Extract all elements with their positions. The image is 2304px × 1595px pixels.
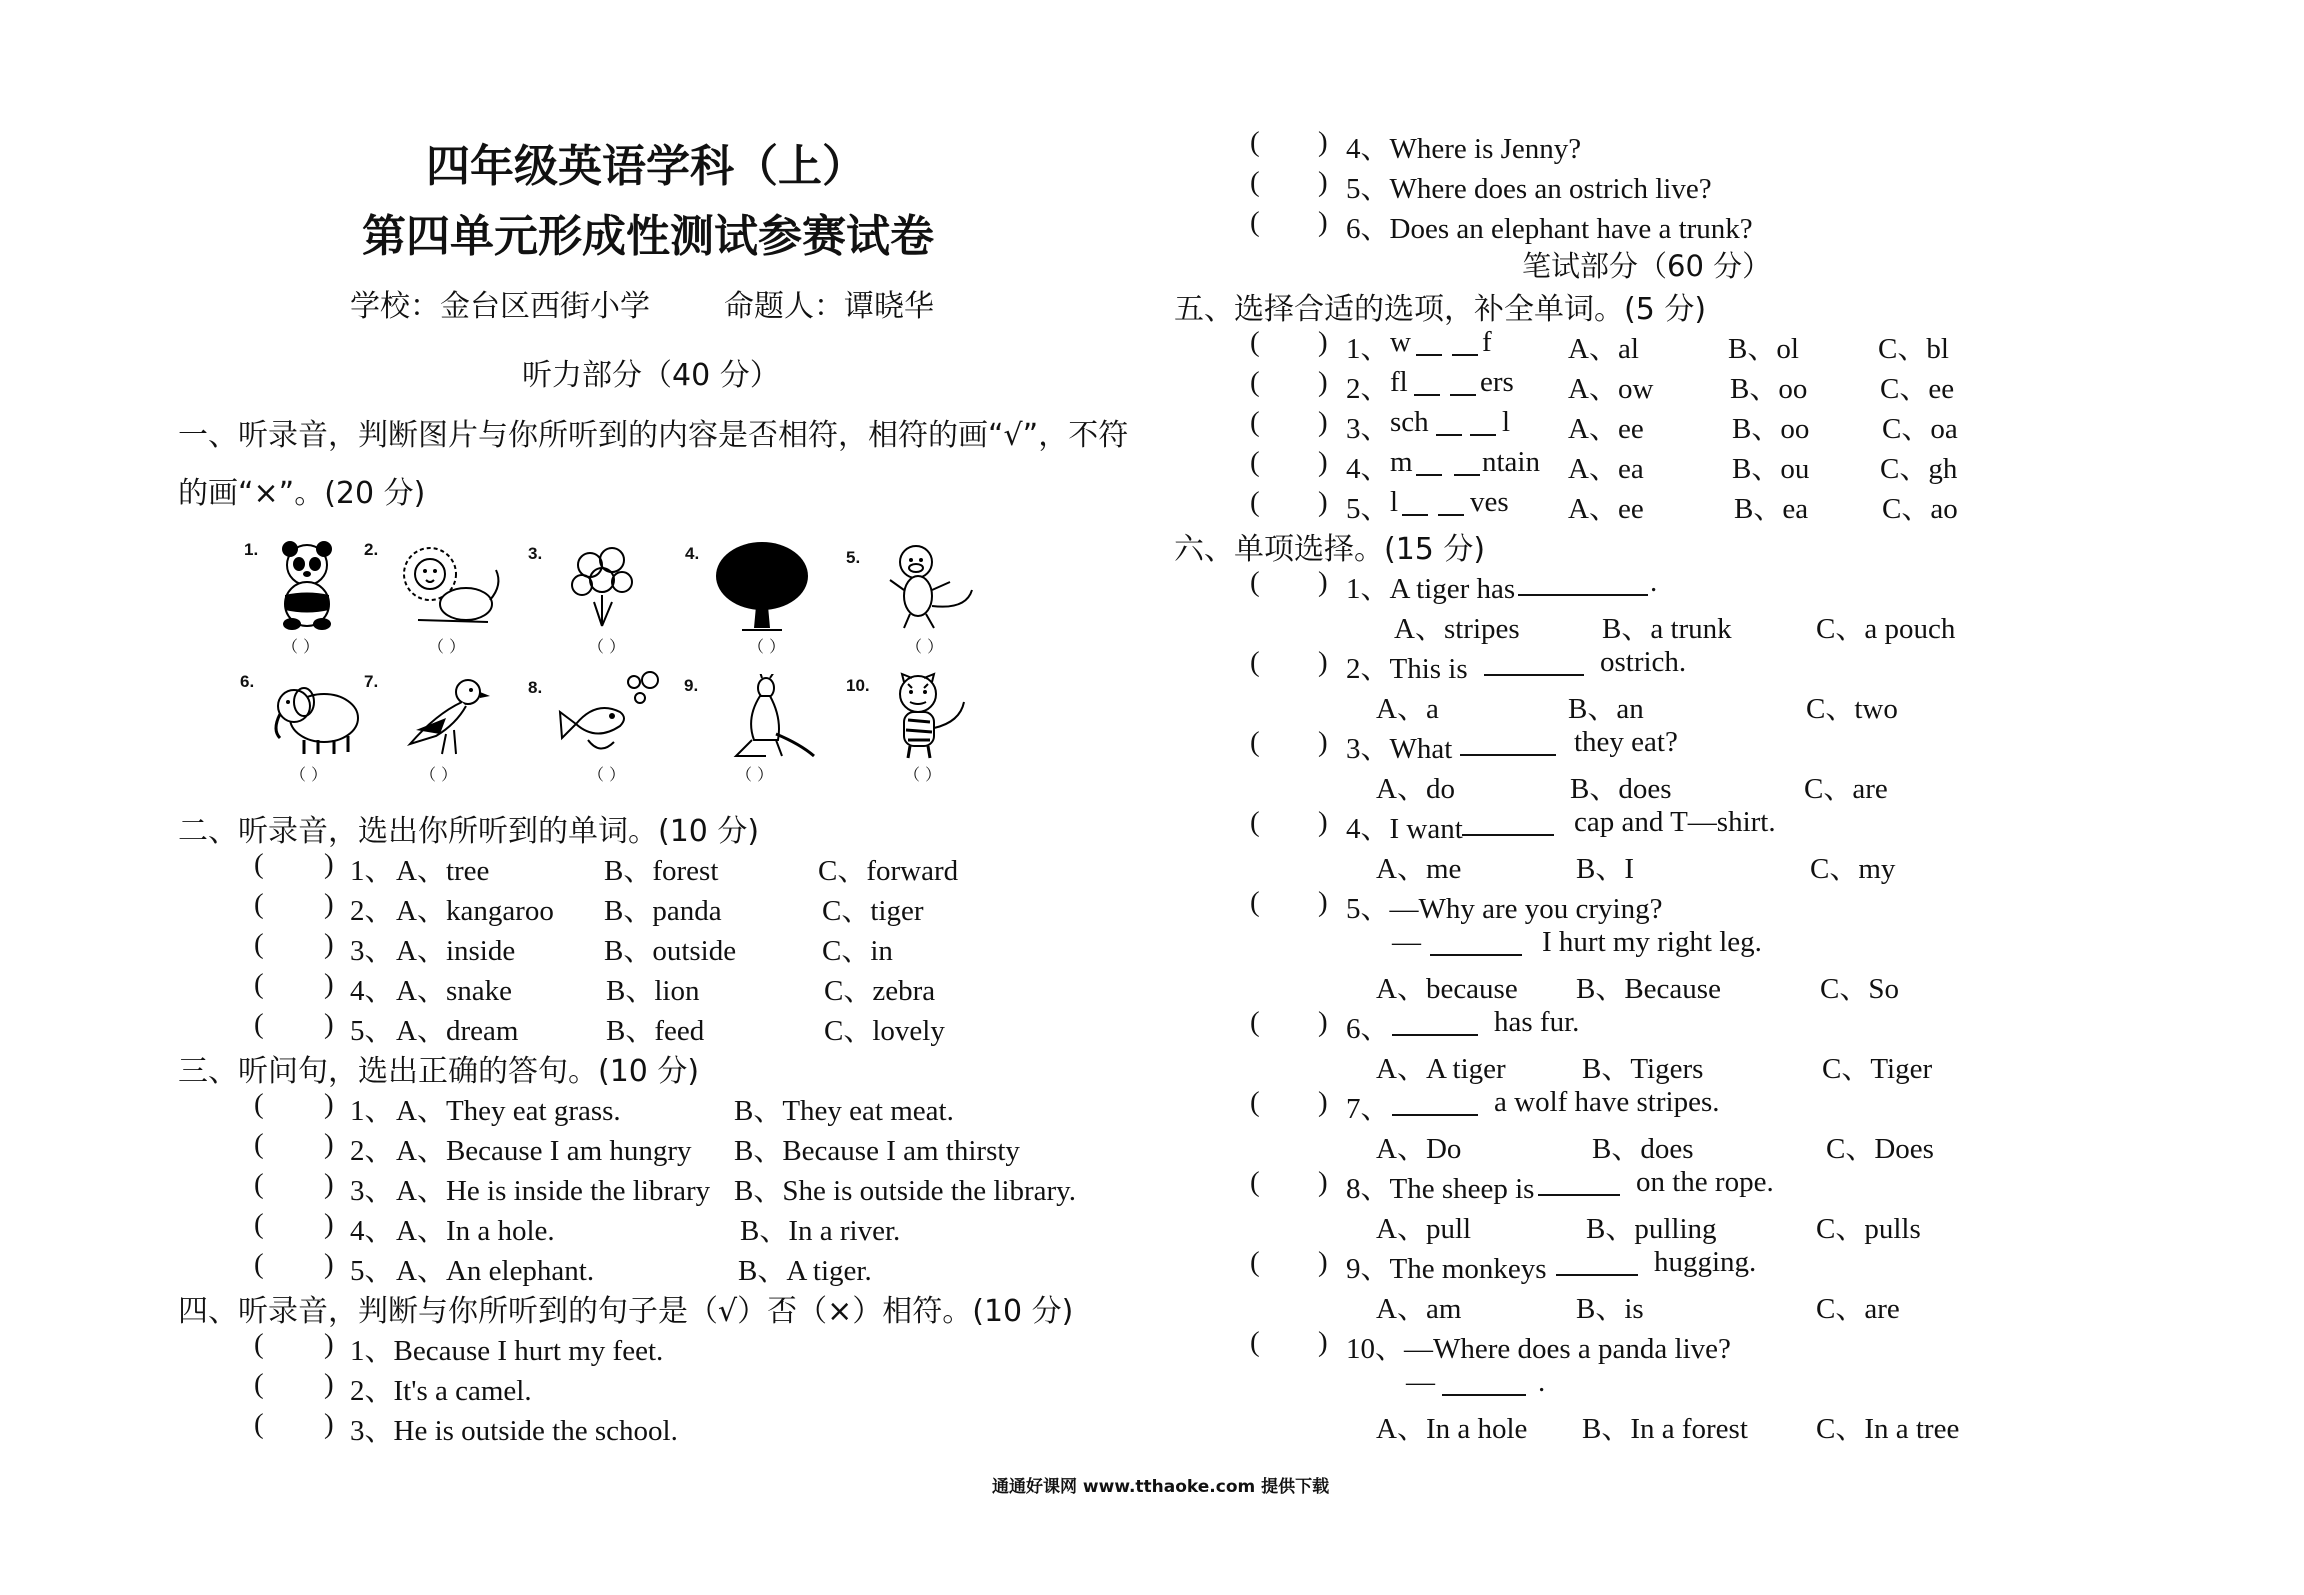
- answer-blank[interactable]: [1460, 730, 1556, 756]
- question-text-end: ostrich.: [1600, 646, 1687, 678]
- answer-paren-open[interactable]: (: [1250, 1166, 1260, 1198]
- option-a: A、They eat grass.: [396, 1095, 621, 1127]
- option-a: A、inside: [396, 935, 516, 967]
- statement-text: 6、Does an elephant have a trunk?: [1346, 213, 1753, 245]
- dash: —: [1392, 926, 1421, 958]
- pic-answer-paren[interactable]: （ ）: [736, 765, 774, 784]
- answer-paren-open[interactable]: (: [1250, 1006, 1260, 1038]
- word-prefix: fl: [1390, 366, 1408, 398]
- letter-blank[interactable]: [1436, 410, 1462, 436]
- question-number: 4、: [350, 975, 394, 1007]
- question-text-end: a wolf have stripes.: [1494, 1086, 1720, 1118]
- answer-paren-close: ): [1318, 326, 1328, 358]
- question-number: 2、: [350, 895, 394, 927]
- option-c: C、Tiger: [1822, 1053, 1933, 1085]
- answer-paren-close: ): [324, 1408, 334, 1440]
- sec6-heading: 六、单项选择。(15 分): [1174, 532, 1486, 567]
- option-b: B、an: [1568, 693, 1644, 725]
- answer-paren-close: ): [1318, 646, 1328, 678]
- question-text-end: they eat?: [1574, 726, 1678, 758]
- question-text-end: on the rope.: [1636, 1166, 1774, 1198]
- pic-number: 10.: [846, 676, 870, 695]
- question-text: 6、: [1346, 1013, 1390, 1045]
- letter-blank[interactable]: [1438, 490, 1464, 516]
- sec2-heading: 二、听录音，选出你所听到的单词。(10 分): [178, 814, 760, 849]
- question-text: 5、—Why are you crying?: [1346, 893, 1663, 925]
- exam-title-line2: 第四单元形成性测试参赛试卷: [362, 211, 934, 262]
- answer-paren-open[interactable]: (: [1250, 1326, 1260, 1358]
- question-text-end: cap and T—shirt.: [1574, 806, 1776, 838]
- statement-text: 4、Where is Jenny?: [1346, 133, 1582, 165]
- sec3-heading: 三、听问句，选出正确的答句。(10 分): [178, 1054, 700, 1089]
- answer-paren-open[interactable]: (: [1250, 166, 1260, 198]
- panda-icon: [272, 540, 342, 632]
- option-c: C、two: [1806, 693, 1898, 725]
- statement-text: 2、It's a camel.: [350, 1375, 532, 1407]
- word-prefix: m: [1390, 446, 1413, 478]
- answer-paren-open[interactable]: (: [1250, 446, 1260, 478]
- option-b: B、feed: [606, 1015, 705, 1047]
- answer-paren-close: ): [1318, 1006, 1328, 1038]
- statement-text: 5、Where does an ostrich live?: [1346, 173, 1712, 205]
- answer-blank[interactable]: [1484, 650, 1584, 676]
- letter-blank[interactable]: [1452, 330, 1478, 356]
- option-b: B、oo: [1732, 413, 1810, 445]
- pic-answer-paren[interactable]: （ ）: [588, 637, 626, 656]
- option-c: C、So: [1820, 973, 1899, 1005]
- pic-number: 6.: [240, 672, 255, 691]
- question-text-end: hugging.: [1654, 1246, 1757, 1278]
- answer-blank[interactable]: [1392, 1010, 1478, 1036]
- option-c: C、gh: [1880, 453, 1958, 485]
- question-number: 1、: [1346, 333, 1390, 365]
- answer-paren-open[interactable]: (: [1250, 566, 1260, 598]
- option-c: C、lovely: [824, 1015, 945, 1047]
- word-prefix: l: [1390, 486, 1399, 518]
- pic-number: 7.: [364, 672, 379, 691]
- answer-paren-open[interactable]: (: [254, 928, 264, 960]
- question-number: 2、: [350, 1135, 394, 1167]
- option-a: A、dream: [396, 1015, 519, 1047]
- answer-paren-close: ): [1318, 1166, 1328, 1198]
- question-number: 2、: [1346, 373, 1390, 405]
- option-b: B、A tiger.: [738, 1255, 872, 1287]
- answer-paren-open[interactable]: (: [254, 848, 264, 880]
- answer-blank[interactable]: [1442, 1370, 1526, 1396]
- question-text: 2、This is: [1346, 653, 1468, 685]
- answer-paren-close: ): [324, 888, 334, 920]
- answer-paren-open[interactable]: (: [254, 1328, 264, 1360]
- option-b: B、ea: [1734, 493, 1809, 525]
- option-b: B、pulling: [1586, 1213, 1717, 1245]
- question-number: 1、: [350, 855, 394, 887]
- pic-answer-paren[interactable]: （ ）: [290, 765, 328, 784]
- option-a: A、An elephant.: [396, 1255, 595, 1287]
- question-number: 5、: [1346, 493, 1390, 525]
- question-number: 1、: [350, 1095, 394, 1127]
- pic-answer-paren[interactable]: （ ）: [420, 765, 458, 784]
- option-b: B、She is outside the library.: [734, 1175, 1077, 1207]
- author-name: 命题人：谭晓华: [724, 289, 934, 324]
- answer-text-end: .: [1538, 1366, 1546, 1398]
- pic-answer-paren[interactable]: （ ）: [588, 765, 626, 784]
- tiger-icon: [880, 672, 980, 760]
- question-number: 3、: [350, 1175, 394, 1207]
- option-a: A、Because I am hungry: [396, 1135, 692, 1167]
- sec5-heading: 五、选择合适的选项，补全单词。(5 分): [1174, 292, 1707, 327]
- answer-paren-open[interactable]: (: [1250, 1246, 1260, 1278]
- answer-paren-open[interactable]: (: [254, 1088, 264, 1120]
- letter-blank[interactable]: [1402, 490, 1428, 516]
- option-c: C、in: [822, 935, 893, 967]
- option-c: C、forward: [818, 855, 959, 887]
- answer-paren-open[interactable]: (: [1250, 486, 1260, 518]
- question-number: 5、: [350, 1255, 394, 1287]
- listening-section-title: 听力部分（40 分）: [522, 358, 780, 393]
- answer-blank[interactable]: [1462, 810, 1554, 836]
- answer-paren-close: ): [324, 1088, 334, 1120]
- letter-blank[interactable]: [1416, 450, 1442, 476]
- option-a: A、pull: [1376, 1213, 1472, 1245]
- option-a: A、me: [1376, 853, 1462, 885]
- question-text: 9、The monkeys: [1346, 1253, 1547, 1285]
- answer-paren-open[interactable]: (: [254, 1128, 264, 1160]
- answer-paren-close: ): [1318, 1326, 1328, 1358]
- question-text: 3、What: [1346, 733, 1453, 765]
- option-c: C、oa: [1882, 413, 1958, 445]
- option-c: C、zebra: [824, 975, 936, 1007]
- answer-paren-open[interactable]: (: [1250, 886, 1260, 918]
- answer-paren-open[interactable]: (: [254, 1368, 264, 1400]
- option-c: C、bl: [1878, 333, 1949, 365]
- option-a: A、ea: [1568, 453, 1644, 485]
- answer-paren-close: ): [1318, 166, 1328, 198]
- option-b: B、They eat meat.: [734, 1095, 954, 1127]
- question-text: 7、: [1346, 1093, 1390, 1125]
- sec1-heading-line1: 一、听录音，判断图片与你所听到的内容是否相符，相符的画“√”，不符: [178, 418, 1129, 453]
- answer-paren-close: ): [324, 968, 334, 1000]
- option-b: B、does: [1570, 773, 1672, 805]
- question-text: 10、—Where does a panda live?: [1346, 1333, 1731, 1365]
- answer-paren-open[interactable]: (: [1250, 806, 1260, 838]
- option-a: A、In a hole.: [396, 1215, 555, 1247]
- flowers-icon: [560, 540, 650, 632]
- question-number: 3、: [350, 935, 394, 967]
- option-b: B、In a forest: [1582, 1413, 1748, 1445]
- option-c: C、pulls: [1816, 1213, 1921, 1245]
- answer-paren-open[interactable]: (: [1250, 726, 1260, 758]
- answer-blank[interactable]: [1392, 1090, 1478, 1116]
- word-prefix: sch: [1390, 406, 1429, 438]
- answer-paren-close: ): [324, 1128, 334, 1160]
- answer-paren-close: ): [324, 928, 334, 960]
- word-suffix: ers: [1480, 366, 1514, 398]
- option-b: B、Tigers: [1582, 1053, 1704, 1085]
- option-c: C、Does: [1826, 1133, 1934, 1165]
- question-number: 4、: [1346, 453, 1390, 485]
- answer-blank[interactable]: [1556, 1250, 1638, 1276]
- pic-answer-paren[interactable]: （ ）: [428, 637, 466, 656]
- option-a: A、ow: [1568, 373, 1654, 405]
- word-suffix: ntain: [1482, 446, 1540, 478]
- answer-paren-open[interactable]: (: [254, 888, 264, 920]
- fish-icon: [556, 668, 668, 760]
- pic-number: 9.: [684, 676, 699, 695]
- question-text-end: .: [1650, 566, 1658, 598]
- question-text: 4、I want: [1346, 813, 1463, 845]
- letter-blank[interactable]: [1450, 370, 1476, 396]
- pic-number: 3.: [528, 544, 543, 563]
- answer-paren-close: ): [1318, 126, 1328, 158]
- option-b: B、outside: [604, 935, 737, 967]
- answer-paren-close: ): [324, 1328, 334, 1360]
- answer-paren-close: ): [1318, 1086, 1328, 1118]
- word-prefix: w: [1390, 326, 1411, 358]
- option-c: C、are: [1816, 1293, 1900, 1325]
- answer-paren-close: ): [324, 1248, 334, 1280]
- pic-number: 5.: [846, 548, 861, 567]
- answer-paren-close: ): [324, 1368, 334, 1400]
- answer-paren-close: ): [324, 1208, 334, 1240]
- statement-text: 3、He is outside the school.: [350, 1415, 678, 1447]
- option-b: B、ol: [1728, 333, 1799, 365]
- option-a: A、snake: [396, 975, 512, 1007]
- option-c: C、In a tree: [1816, 1413, 1960, 1445]
- statement-text: 1、Because I hurt my feet.: [350, 1335, 664, 1367]
- option-a: A、Do: [1376, 1133, 1462, 1165]
- option-a: A、do: [1376, 773, 1455, 805]
- lion-icon: [398, 540, 508, 632]
- option-a: A、al: [1568, 333, 1639, 365]
- pic-answer-paren[interactable]: （ ）: [904, 765, 942, 784]
- word-suffix: l: [1502, 406, 1511, 438]
- option-c: C、ee: [1880, 373, 1955, 405]
- question-text: 1、A tiger has: [1346, 573, 1516, 605]
- answer-paren-close: ): [1318, 486, 1328, 518]
- letter-blank[interactable]: [1454, 450, 1480, 476]
- option-a: A、stripes: [1394, 613, 1520, 645]
- option-a: A、a: [1376, 693, 1439, 725]
- answer-paren-open[interactable]: (: [254, 1248, 264, 1280]
- answer-paren-close: ): [1318, 446, 1328, 478]
- option-a: A、tree: [396, 855, 490, 887]
- answer-blank[interactable]: [1518, 570, 1648, 596]
- school-name: 学校：金台区西街小学: [350, 289, 650, 324]
- pic-answer-paren[interactable]: （ ）: [906, 637, 944, 656]
- elephant-icon: [268, 674, 368, 760]
- answer-blank[interactable]: [1538, 1170, 1620, 1196]
- option-b: B、forest: [604, 855, 719, 887]
- answer-paren-close: ): [1318, 886, 1328, 918]
- option-c: C、tiger: [822, 895, 924, 927]
- answer-paren-close: ): [1318, 366, 1328, 398]
- pic-number: 8.: [528, 678, 543, 697]
- answer-text-end: I hurt my right leg.: [1542, 926, 1762, 958]
- kangaroo-icon: [716, 674, 816, 760]
- option-b: B、panda: [604, 895, 722, 927]
- option-a: A、because: [1376, 973, 1518, 1005]
- answer-paren-open[interactable]: (: [1250, 646, 1260, 678]
- answer-paren-close: ): [1318, 726, 1328, 758]
- sec4-heading: 四、听录音，判断与你所听到的句子是（√）否（×）相符。(10 分): [178, 1294, 1074, 1329]
- dash: —: [1406, 1366, 1435, 1398]
- option-a: A、A tiger: [1376, 1053, 1506, 1085]
- monkey-icon: [876, 540, 986, 632]
- word-suffix: ves: [1470, 486, 1509, 518]
- footer-source: 通通好课网 www.tthaoke.com 提供下载: [992, 1477, 1330, 1497]
- option-a: A、ee: [1568, 493, 1644, 525]
- letter-blank[interactable]: [1414, 370, 1440, 396]
- word-suffix: f: [1482, 326, 1492, 358]
- question-number: 3、: [1346, 413, 1390, 445]
- question-number: 4、: [350, 1215, 394, 1247]
- pic-answer-paren[interactable]: （ ）: [282, 637, 320, 656]
- exam-title-line1: 四年级英语学科（上）: [426, 141, 866, 192]
- answer-paren-open[interactable]: (: [1250, 366, 1260, 398]
- option-b: B、is: [1576, 1293, 1644, 1325]
- option-b: B、Because I am thirsty: [734, 1135, 1020, 1167]
- answer-paren-close: ): [324, 848, 334, 880]
- sec1-heading-line2: 的画“×”。(20 分): [178, 476, 426, 511]
- option-c: C、a pouch: [1816, 613, 1956, 645]
- option-b: B、a trunk: [1602, 613, 1732, 645]
- answer-paren-close: ): [1318, 806, 1328, 838]
- question-text-end: has fur.: [1494, 1006, 1580, 1038]
- option-a: A、ee: [1568, 413, 1644, 445]
- answer-paren-open[interactable]: (: [254, 1208, 264, 1240]
- option-b: B、Because: [1576, 973, 1721, 1005]
- option-a: A、kangaroo: [396, 895, 554, 927]
- answer-paren-close: ): [324, 1168, 334, 1200]
- answer-paren-open[interactable]: (: [254, 1168, 264, 1200]
- answer-blank[interactable]: [1430, 930, 1522, 956]
- option-a: A、He is inside the library: [396, 1175, 711, 1207]
- answer-paren-open[interactable]: (: [1250, 1086, 1260, 1118]
- answer-paren-close: ): [1318, 206, 1328, 238]
- pic-number: 1.: [244, 540, 259, 559]
- letter-blank[interactable]: [1416, 330, 1442, 356]
- answer-paren-open[interactable]: (: [1250, 206, 1260, 238]
- answer-paren-open[interactable]: (: [1250, 326, 1260, 358]
- pic-answer-paren[interactable]: （ ）: [748, 637, 786, 656]
- option-c: C、are: [1804, 773, 1888, 805]
- question-number: 5、: [350, 1015, 394, 1047]
- option-c: C、my: [1810, 853, 1896, 885]
- answer-paren-open[interactable]: (: [254, 1008, 264, 1040]
- option-b: B、In a river.: [740, 1215, 901, 1247]
- answer-paren-open[interactable]: (: [254, 968, 264, 1000]
- answer-paren-open[interactable]: (: [1250, 406, 1260, 438]
- option-b: B、oo: [1730, 373, 1808, 405]
- tree-icon: [712, 540, 812, 632]
- letter-blank[interactable]: [1470, 410, 1496, 436]
- option-a: A、In a hole: [1376, 1413, 1528, 1445]
- option-a: A、am: [1376, 1293, 1462, 1325]
- pic-number: 4.: [685, 544, 700, 563]
- answer-paren-close: ): [1318, 406, 1328, 438]
- option-b: B、I: [1576, 853, 1635, 885]
- option-b: B、lion: [606, 975, 700, 1007]
- bird-icon: [396, 674, 496, 760]
- answer-paren-close: ): [1318, 566, 1328, 598]
- question-text: 8、The sheep is: [1346, 1173, 1535, 1205]
- pic-number: 2.: [364, 540, 379, 559]
- option-c: C、ao: [1882, 493, 1958, 525]
- option-b: B、ou: [1732, 453, 1810, 485]
- written-section-title: 笔试部分（60 分）: [1522, 249, 1772, 283]
- answer-paren-open[interactable]: (: [254, 1408, 264, 1440]
- answer-paren-close: ): [1318, 1246, 1328, 1278]
- option-b: B、does: [1592, 1133, 1694, 1165]
- answer-paren-open[interactable]: (: [1250, 126, 1260, 158]
- answer-paren-close: ): [324, 1008, 334, 1040]
